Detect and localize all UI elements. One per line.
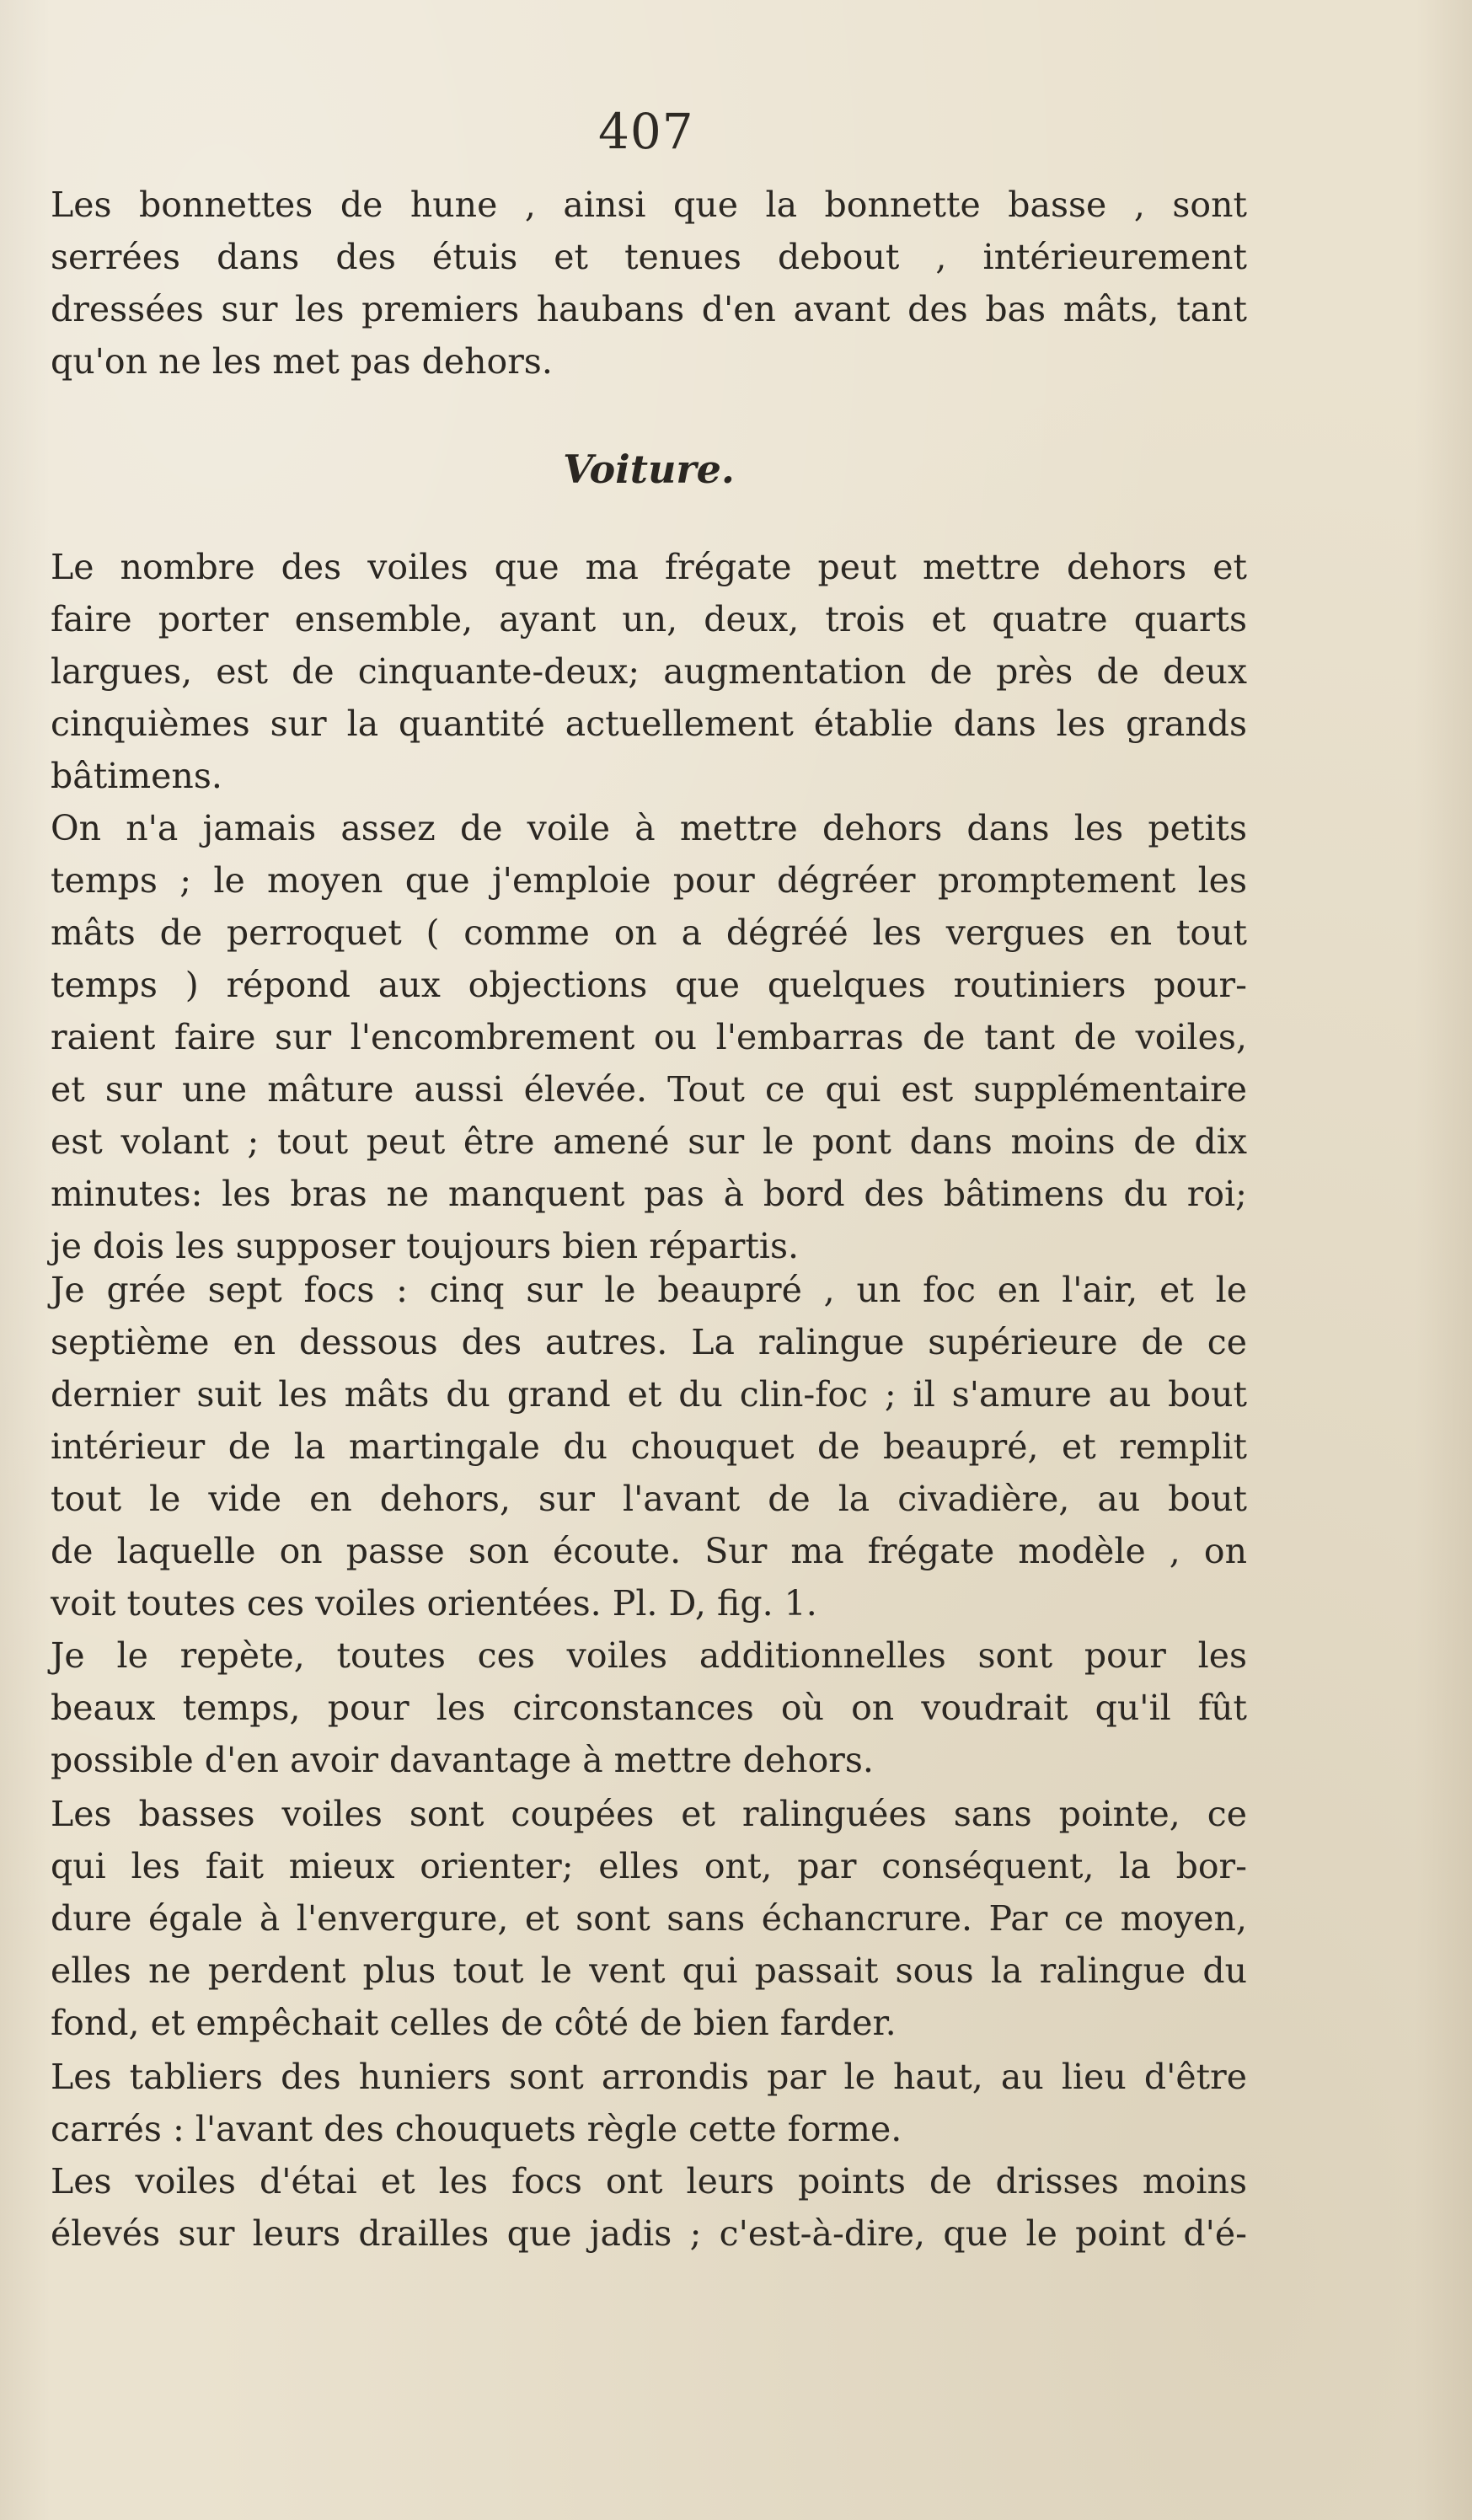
paragraph-1: [51, 179, 1247, 388]
section-heading: Voiture.: [563, 447, 735, 492]
text-line: largues, est de cinquante-deux; augmentation de près de deux: [51, 651, 1247, 692]
text-line: qui les fait mieux orienter; elles ont, par conséquent, la bor-: [51, 1846, 1247, 1886]
text-line: qu'on ne les met pas dehors.: [51, 341, 553, 382]
text-line: dure égale à l'envergure, et sont sans échancrure. Par ce moyen,: [51, 1898, 1247, 1939]
text-line: tout le vide en dehors, sur l'avant de la civadière, au bout: [51, 1479, 1247, 1519]
text-line: de laquelle on passe son écoute. Sur ma frégate modèle , on: [51, 1531, 1247, 1571]
text-line: Le nombre des voiles que ma frégate peut mettre dehors et: [51, 547, 1247, 587]
text-line: élevés sur leurs drailles que jadis ; c'est-à-dire, que le point d'é-: [51, 2213, 1247, 2254]
text-line: Les bonnettes de hune , ainsi que la bonnette basse , sont: [51, 185, 1247, 225]
text-line: carrés : l'avant des chouquets règle cette forme.: [51, 2109, 902, 2149]
text-line: est volant ; tout peut être amené sur le pont dans moins de dix: [51, 1121, 1247, 1162]
text-line: temps ; le moyen que j'emploie pour dégréer promptement les: [51, 860, 1247, 901]
text-line: mâts de perroquet ( comme on a dégréé les vergues en tout: [51, 912, 1247, 953]
paragraph-7: [51, 2051, 1247, 2155]
paragraph-2: [51, 541, 1247, 802]
text-line: fond, et empêchait celles de côté de bien farder.: [51, 2003, 897, 2043]
text-line: je dois les supposer toujours bien répartis.: [51, 1226, 800, 1266]
text-line: bâtimens.: [51, 756, 222, 796]
text-line: intérieur de la martingale du chouquet de beaupré, et remplit: [51, 1426, 1247, 1467]
page-number: 407: [598, 103, 694, 160]
text-line: dernier suit les mâts du grand et du clin-foc ; il s'amure au bout: [51, 1374, 1247, 1415]
text-line: Les basses voiles sont coupées et ralinguées sans pointe, ce: [51, 1794, 1247, 1834]
paragraph-3: [51, 802, 1247, 1272]
paragraph-4: [51, 1264, 1247, 1629]
text-line: Les voiles d'étai et les focs ont leurs points de drisses moins: [51, 2161, 1247, 2202]
text-line: Je le repète, toutes ces voiles additionnelles sont pour les: [51, 1635, 1247, 1676]
text-line: beaux temps, pour les circonstances où on voudrait qu'il fût: [51, 1688, 1247, 1728]
text-line: cinquièmes sur la quantité actuellement établie dans les grands: [51, 704, 1247, 744]
book-page: [51, 0, 1247, 2520]
text-line: et sur une mâture aussi élevée. Tout ce qui est supplémentaire: [51, 1069, 1247, 1110]
text-line: Je grée sept focs : cinq sur le beaupré , un foc en l'air, et le: [51, 1270, 1247, 1310]
text-line: faire porter ensemble, ayant un, deux, trois et quatre quarts: [51, 599, 1247, 639]
text-line: On n'a jamais assez de voile à mettre dehors dans les petits: [51, 808, 1247, 848]
text-line: septième en dessous des autres. La ralingue supérieure de ce: [51, 1322, 1247, 1362]
text-line: dressées sur les premiers haubans d'en avant des bas mâts, tant: [51, 289, 1247, 329]
paragraph-5: [51, 1629, 1247, 1786]
text-line: voit toutes ces voiles orientées. Pl. D, fig. 1.: [51, 1583, 817, 1624]
text-line: raient faire sur l'encombrement ou l'embarras de tant de voiles,: [51, 1017, 1247, 1057]
text-line: temps ) répond aux objections que quelques routiniers pour-: [51, 965, 1247, 1005]
text-line: possible d'en avoir davantage à mettre dehors.: [51, 1740, 874, 1780]
paragraph-8: [51, 2155, 1247, 2260]
text-line: minutes: les bras ne manquent pas à bord des bâtimens du roi;: [51, 1174, 1247, 1214]
text-line: elles ne perdent plus tout le vent qui passait sous la ralingue du: [51, 1950, 1247, 1991]
paragraph-6: [51, 1788, 1247, 2049]
text-line: serrées dans des étuis et tenues debout , intérieurement: [51, 237, 1247, 277]
text-line: Les tabliers des huniers sont arrondis par le haut, au lieu d'être: [51, 2057, 1247, 2097]
